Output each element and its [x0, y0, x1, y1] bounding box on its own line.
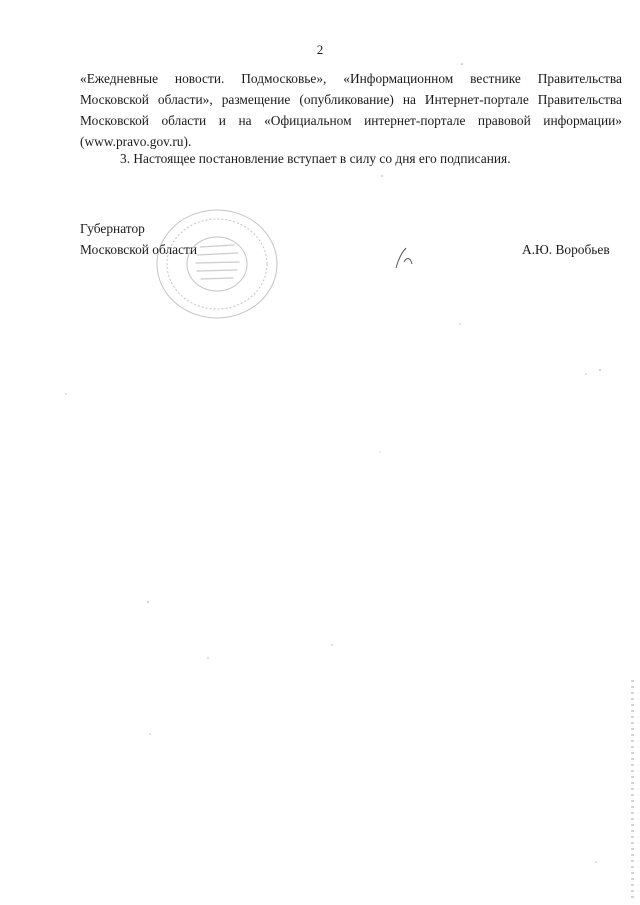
stamp-seal-icon	[152, 205, 282, 323]
signatory-title-line1: Губернатор	[80, 221, 145, 236]
handwritten-signature-icon	[388, 238, 428, 278]
signatory-name: А.Ю. Воробьев	[522, 242, 610, 257]
paragraph-publication: «Ежедневные новости. Подмосковье», «Информационном вестнике Правительства Московской области», размещение (опубликование) на Интернет-портале Правительства Московской области и на «Официальном интернет-портале правовой информации» (www.pravo.gov.ru).	[80, 71, 622, 149]
page-number: 2	[316, 42, 324, 57]
paragraph-effective-date: 3. Настоящее постановление вступает в силу со дня его подписания.	[120, 151, 511, 166]
scan-edge-artifact	[631, 680, 634, 900]
signatory-title-line2: Московской области	[80, 242, 198, 257]
